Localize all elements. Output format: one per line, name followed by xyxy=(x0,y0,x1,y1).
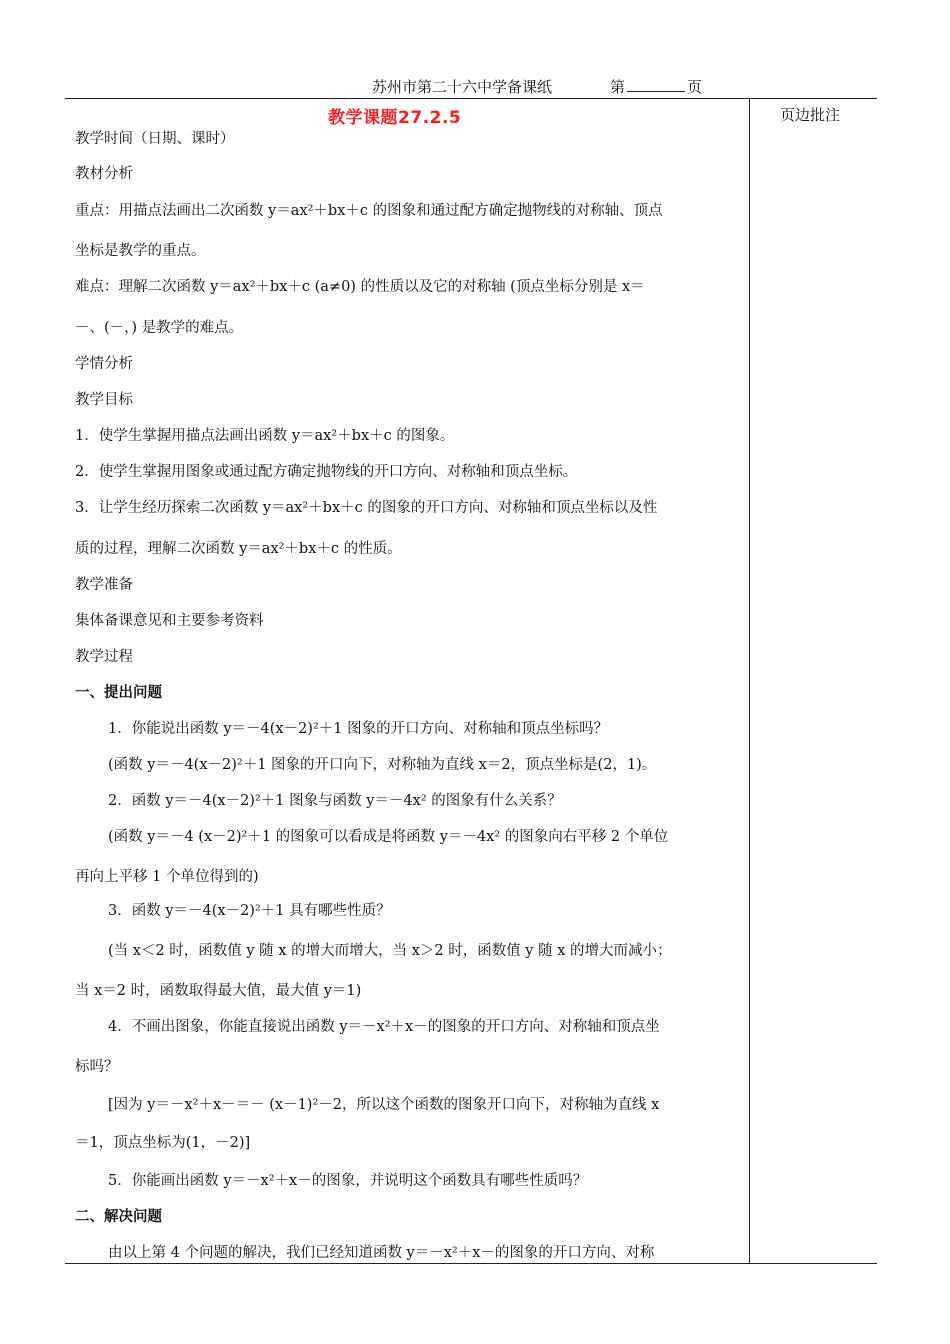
text-line: 教学过程 xyxy=(75,649,133,665)
text-line: (函数 y＝－4 (x－2)²＋1 的图象可以看成是将函数 y＝－4x² 的图象向右平移 2 个单位 xyxy=(108,829,669,845)
text-line: 3．函数 y＝－4(x－2)²＋1 具有哪些性质？ xyxy=(108,903,391,919)
text-line: ＝1，顶点坐标为(1，－2)] xyxy=(75,1135,251,1151)
text-line: 1．你能说出函数 y＝－4(x－2)²＋1 图象的开口方向、对称轴和顶点坐标吗？ xyxy=(108,721,609,737)
text-line: 1．使学生掌握用描点法画出函数 y＝ax²＋bx＋c 的图象。 xyxy=(75,428,455,444)
text-line: 教材分析 xyxy=(75,166,133,182)
text-line: 4．不画出图象，你能直接说出函数 y＝－x²＋x－的图象的开口方向、对称轴和顶点坐 xyxy=(108,1019,660,1035)
text-line: (函数 y＝－4(x－2)²＋1 图象的开口向下，对称轴为直线 x＝2，顶点坐标是(2，1)。 xyxy=(108,757,657,773)
page-header xyxy=(372,76,702,97)
text-line: [因为 y＝－x²＋x－＝－ (x－1)²－2，所以这个函数的图象开口向下，对称轴为直线 x xyxy=(108,1097,660,1113)
text-line: 学情分析 xyxy=(75,356,133,372)
footer-rule xyxy=(65,1263,877,1264)
text-line: 重点：用描点法画出二次函数 y＝ax²＋bx＋c 的图象和通过配方确定抛物线的对称轴、顶点 xyxy=(75,203,663,219)
lesson-title: 教学课题27.2.5 xyxy=(328,108,462,128)
page-number-blank xyxy=(627,76,685,92)
school-name: 苏州市第二十六中学备课纸 xyxy=(372,78,553,96)
text-line: －、(－，) 是教学的难点。 xyxy=(75,320,244,336)
page-suffix: 页 xyxy=(687,78,703,96)
text-line: 难点：理解二次函数 y＝ax²＋bx＋c (a≠0) 的性质以及它的对称轴 (顶点坐标分别是 x＝ xyxy=(75,279,645,295)
text-line: 3．让学生经历探索二次函数 y＝ax²＋bx＋c 的图象的开口方向、对称轴和顶点坐标以及性 xyxy=(75,500,658,516)
text-line: 5．你能画出函数 y＝－x²＋x－的图象，并说明这个函数具有哪些性质吗？ xyxy=(108,1173,588,1189)
text-line: 集体备课意见和主要参考资料 xyxy=(75,613,264,629)
section-heading: 二、解决问题 xyxy=(75,1209,162,1225)
text-line: 再向上平移 1 个单位得到的) xyxy=(75,869,259,885)
text-line: 当 x＝2 时，函数取得最大值，最大值 y＝1) xyxy=(75,983,362,999)
page-prefix: 第 xyxy=(610,78,626,96)
header-rule xyxy=(65,98,877,99)
text-line: 由以上第 4 个问题的解决，我们已经知道函数 y＝－x²＋x－的图象的开口方向、对称 xyxy=(108,1245,655,1261)
text-line: 2．使学生掌握用图象或通过配方确定抛物线的开口方向、对称轴和顶点坐标。 xyxy=(75,464,578,480)
margin-note-label: 页边批注 xyxy=(780,106,841,124)
text-line: 2．函数 y＝－4(x－2)²＋1 图象与函数 y＝－4x² 的图象有什么关系？ xyxy=(108,793,562,809)
text-line: 坐标是教学的重点。 xyxy=(75,243,206,259)
text-line: 教学准备 xyxy=(75,577,133,593)
text-line: 标吗？ xyxy=(75,1059,119,1075)
text-line: 教学目标 xyxy=(75,392,133,408)
text-line: 教学时间（日期、课时） xyxy=(75,131,235,147)
text-line: (当 x＜2 时，函数值 y 随 x 的增大而增大，当 x＞2 时，函数值 y 随 x 的增大而减小； xyxy=(108,943,672,959)
text-line: 质的过程，理解二次函数 y＝ax²＋bx＋c 的性质。 xyxy=(75,541,402,557)
section-heading: 一、提出问题 xyxy=(75,685,162,701)
margin-divider xyxy=(749,98,750,1263)
